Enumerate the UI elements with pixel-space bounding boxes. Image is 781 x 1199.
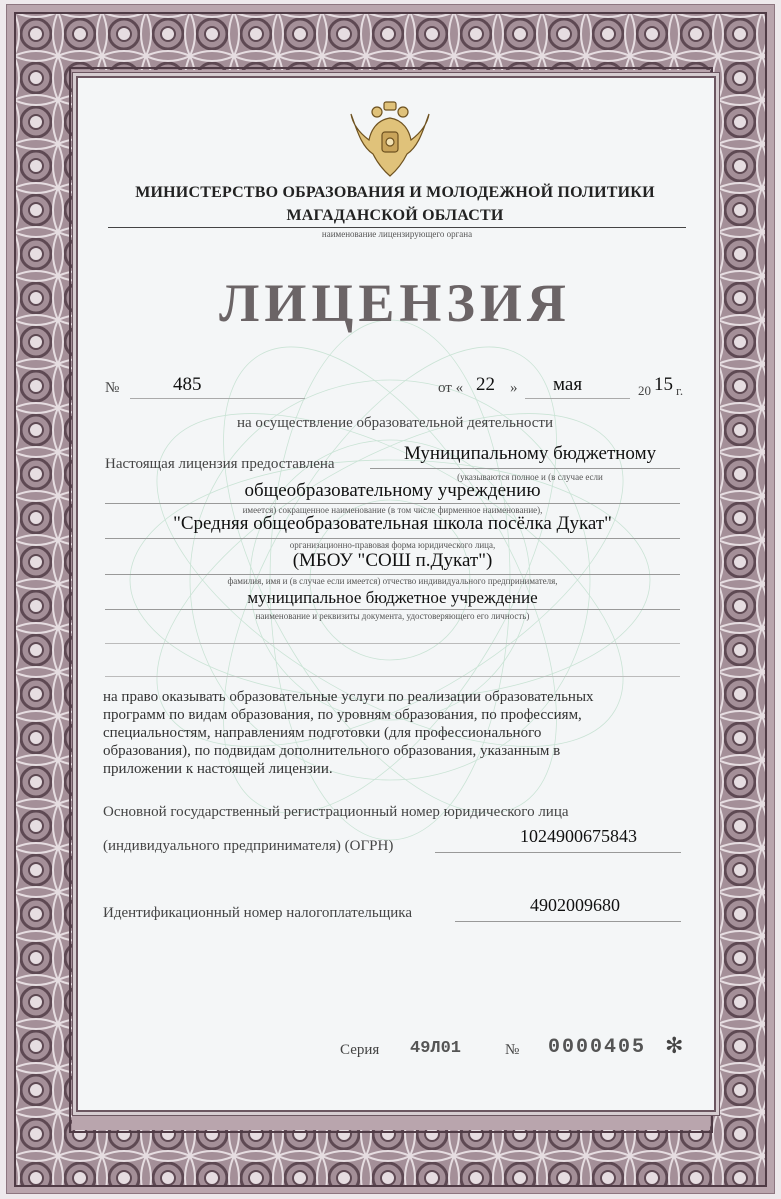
series-value: 49Л01 [410,1039,462,1058]
grantee-underline5 [105,609,680,610]
month-underline [525,398,630,399]
grantee-underline1 [370,468,680,469]
grantee-line5: муниципальное бюджетное учреждение [247,588,538,607]
license-number: 485 [173,374,202,395]
grantee-underline4 [105,574,680,575]
rights-line4: образования), по подвидам дополнительного образования, указанным в [103,743,561,759]
rights-line2: программ по видам образования, по уровням образования, по профессиям, [103,707,582,723]
inn-underline [455,921,681,922]
document-title: ЛИЦЕНЗИЯ [219,273,571,333]
date-from-label: от « [438,380,464,396]
grantee-caption1: (указываются полное и (в случае если [457,472,603,482]
grantee-caption3: организационно-правовая форма юридического лица, [289,540,496,550]
inn-value: 4902009680 [530,895,620,915]
grantee-underline2 [105,503,680,504]
grantee-line3: "Средняя общеобразовательная школа посёлка Дукат" [173,513,612,534]
ministry-name-line2: МАГАДАНСКОЙ ОБЛАСТИ [286,207,504,224]
date-day: 22 [476,374,495,395]
grantee-line4: (МБОУ "СОШ п.Дукат") [292,550,493,571]
ogrn-label-line2: (индивидуального предпринимателя) (ОГРН) [103,838,394,854]
number-label: № [105,380,120,396]
ministry-underline [108,227,686,228]
series-label: Серия [340,1042,380,1058]
ministry-name-line1: МИНИСТЕРСТВО ОБРАЗОВАНИЯ И МОЛОДЕЖНОЙ ПОЛИТИКИ [135,184,655,201]
grantee-underline3 [105,538,680,539]
grantee-intro-label: Настоящая лицензия предоставлена [105,456,335,472]
blank-line1 [105,643,680,644]
rights-line3: специальностям, направлениям подготовки (для профессионального [103,725,542,741]
ogrn-underline [435,852,681,853]
coat-of-arms-icon [347,100,433,180]
ogrn-label-line1: Основной государственный регистрационный номер юридического лица [103,804,569,820]
grantee-caption5: наименование и реквизиты документа, удостоверяющего его личность) [255,611,530,621]
star-icon: ✻ [665,1034,684,1059]
license-purpose: на осуществление образовательной деятельности [236,415,554,431]
grantee-caption2: имеется) сокращенное наименование (в том числе фирменное наименование), [242,505,543,515]
blank-number: 0000405 [548,1036,647,1059]
blank-line2 [105,676,680,677]
blank-number-label: № [505,1042,520,1058]
inn-label: Идентификационный номер налогоплательщика [103,905,413,921]
grantee-line1: Муниципальному бюджетному [404,443,657,464]
rights-line5: приложении к настоящей лицензии. [103,761,333,777]
ministry-caption: наименование лицензирующего органа [321,229,473,239]
rights-line1: на право оказывать образовательные услуги по реализации образовательных [103,689,594,705]
rights-text [103,688,681,778]
grantee-line2: общеобразовательному учреждению [244,480,541,501]
year-suffix: 15 [654,374,673,395]
date-day-close: » [510,380,518,396]
grantee-caption4: фамилия, имя и (в случае если имеется) отчество индивидуального предпринимателя, [227,576,558,586]
year-label: г. [676,383,684,398]
date-month: мая [553,374,583,395]
year-prefix: 20 [638,383,651,398]
ogrn-value: 1024900675843 [520,826,637,846]
number-underline [130,398,305,399]
